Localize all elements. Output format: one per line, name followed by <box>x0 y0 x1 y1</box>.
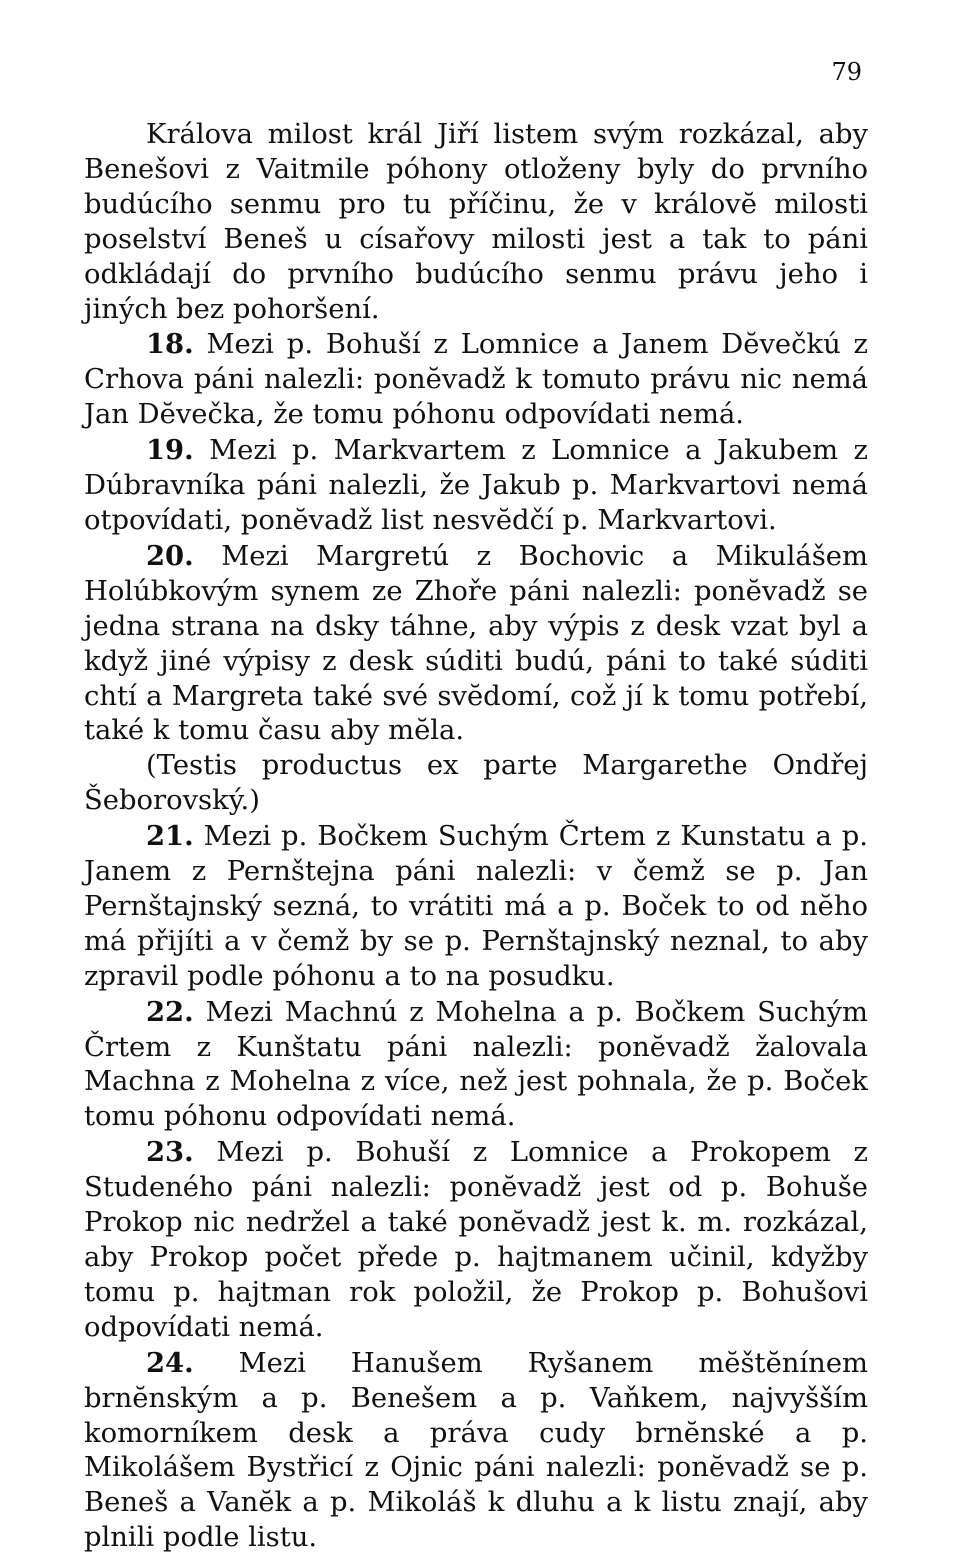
paragraph-text: Mezi Machnú z Mohelna a p. Bočkem Suchým Črtem z Kunštatu páni nalezli: ponĕvadž žalovala Machna z Mohelna z více, než jest pohnala, že p. Boček tomu póhonu odpovídati nemá. <box>84 996 868 1133</box>
paragraph-23 <box>84 1135 868 1345</box>
paragraph-text: Mezi p. Bohuší z Lomnice a Prokopem z Studeného páni nalezli: ponĕvadž jest od p. Bohuše Prokop nic nedržel a také ponĕvadž jest k. m. rozkázal, aby Prokop počet přede p. hajtmanem učinil, kdyžby tomu p. hajtman rok položil, že Prokop p. Bohušovi odpovídati nemá. <box>84 1137 868 1343</box>
paragraph-testis <box>84 749 868 819</box>
paragraph-18 <box>84 327 868 433</box>
paragraph-number: 20. <box>146 539 194 572</box>
paragraph-text: Mezi p. Bočkem Suchým Črtem z Kunstatu a p. Janem z Pernštejna páni nalezli: v čemž se p. Jan Pernštajnský sezná, to vrátiti má a p. Boček to od nĕho má přijíti a v čemž by se p. Pernštajnský neznal, to aby zpravil podle póhonu a to na posudku. <box>84 821 868 992</box>
paragraph-text: Mezi p. Markvartem z Lomnice a Jakubem z Dúbravníka páni nalezli, že Jakub p. Markvartovi nemá otpovídati, ponĕvadž list nesvĕdčí p. Markvartovi. <box>84 435 868 536</box>
paragraph-text: Mezi Margretú z Bochovic a Mikulášem Holúbkovým synem ze Zhoře páni nalezli: ponĕvadž se jedna strana na dsky táhne, aby výpis z desk vzat byl a když jiné výpisy z desk súditi budú, páni to také súditi chtí a Margreta také své svĕdomí, což jí k tomu potřebí, také k tomu času aby mĕla. <box>84 540 868 747</box>
paragraph-text: Mezi Hanušem Ryšanem mĕštĕnínem brnĕnským a p. Benešem a p. Vaňkem, najvyšším komorníkem desk a práva cudy brnĕnské a p. Mikolášem Bystřicí z Ojnic páni nalezli: ponĕvadž se p. Beneš a Vanĕk a p. Mikoláš k dluhu a k listu znají, aby plnili podle listu. <box>84 1347 868 1554</box>
paragraph-number: 19. <box>146 434 194 467</box>
paragraph-text: Mezi p. Bohuší z Lomnice a Janem Dĕvečkú z Crhova páni nalezli: ponĕvadž k tomuto právu nic nemá Jan Dĕvečka, že tomu póhonu odpovídati nemá. <box>84 329 868 431</box>
paragraph-21 <box>84 819 868 995</box>
paragraph-number: 21. <box>146 820 194 853</box>
paragraph-19 <box>84 433 868 539</box>
paragraph-number: 23. <box>146 1136 194 1169</box>
paragraph-intro <box>84 118 868 327</box>
paragraph-number: 22. <box>146 995 194 1028</box>
paragraph-text: Králova milost král Jiří listem svým rozkázal, aby Benešovi z Vaitmile póhony otloženy byly do prvního budúcího senmu pro tu příčinu, že v královĕ milosti poselství Beneš u císařovy milosti jest a tak to páni odkládají do prvního budúcího senmu právu jeho i jiných bez pohoršení. <box>84 119 868 325</box>
document-body <box>84 118 868 1556</box>
paragraph-number: 18. <box>146 328 194 361</box>
paragraph-24 <box>84 1346 868 1556</box>
paragraph-20 <box>84 539 868 749</box>
page-number: 79 <box>831 58 862 86</box>
paragraph-22 <box>84 995 868 1136</box>
paragraph-number: 24. <box>146 1346 194 1379</box>
paragraph-text: (Testis productus ex parte Margarethe Ondřej Šeborovský.) <box>84 750 868 817</box>
